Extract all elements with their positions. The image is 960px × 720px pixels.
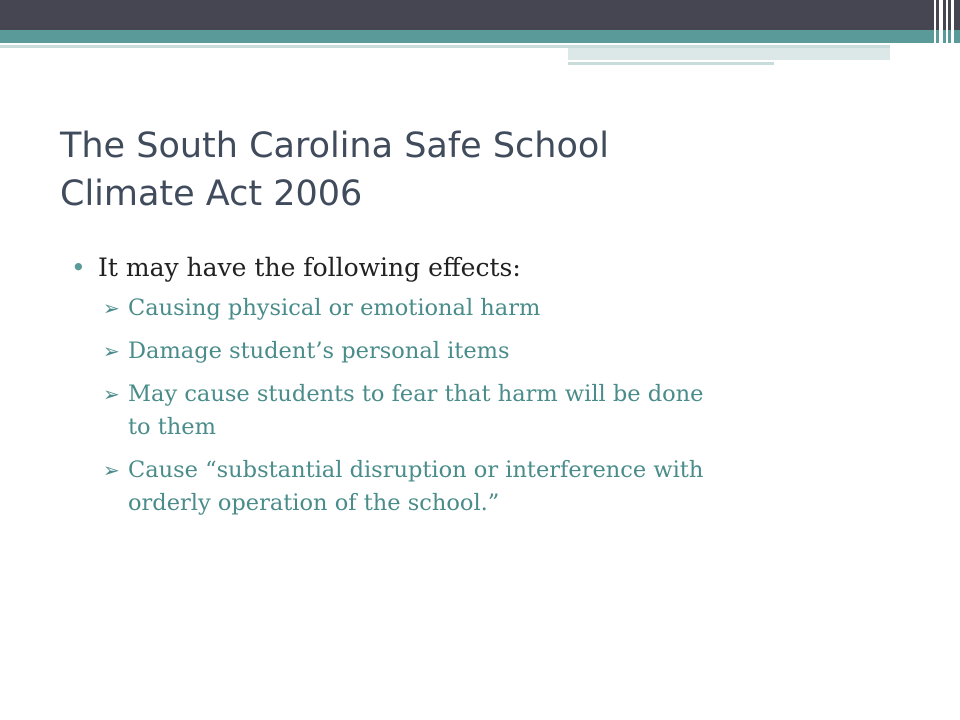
list-item (103, 454, 931, 520)
bullet-dot-icon: • (71, 253, 86, 282)
effect-text: Cause “substantial disruption or interference with (128, 457, 704, 483)
corner-decoration (930, 0, 960, 65)
slide-body (71, 248, 931, 530)
list-item (103, 378, 931, 444)
decor-line (568, 62, 774, 65)
effect-text: Causing physical or emotional harm (128, 295, 541, 321)
intro-bullet (71, 248, 931, 288)
title-line: The South Carolina Safe School (60, 126, 610, 166)
effects-list (71, 292, 931, 520)
list-item (103, 292, 931, 325)
intro-text: It may have the following effects: (98, 253, 521, 282)
effect-text: May cause students to fear that harm will be done (128, 381, 704, 407)
effect-text: Damage student’s personal items (128, 338, 510, 364)
arrow-bullet-icon: ➢ (103, 382, 120, 406)
teal-accent-stripe (0, 30, 960, 43)
arrow-bullet-icon: ➢ (103, 458, 120, 482)
slide-title (60, 122, 920, 218)
effect-text-cont: orderly operation of the school.” (128, 490, 500, 516)
arrow-bullet-icon: ➢ (103, 339, 120, 363)
decor-block (568, 48, 890, 60)
arrow-bullet-icon: ➢ (103, 296, 120, 320)
list-item (103, 335, 931, 368)
effect-text-cont: to them (128, 414, 216, 440)
title-line: Climate Act 2006 (60, 174, 363, 214)
header-bar (0, 0, 960, 30)
